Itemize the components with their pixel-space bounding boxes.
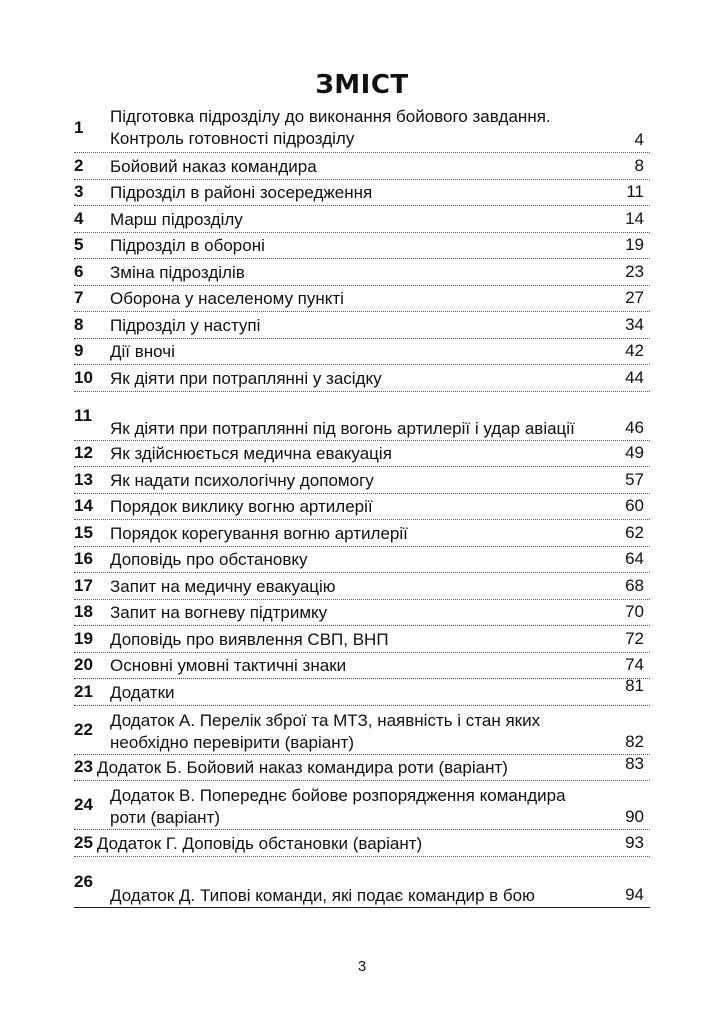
toc-entry	[74, 365, 650, 392]
toc-entry-page: 42	[625, 341, 644, 360]
toc-entry-number: 8	[74, 314, 84, 334]
toc-entry-page: 68	[625, 575, 644, 595]
toc-entry-page: 93	[625, 832, 644, 852]
toc-entry-title: Основні умовні тактичні знаки	[110, 656, 347, 676]
toc-entry-page: 83	[625, 754, 644, 773]
toc-entry-page: 60	[625, 496, 644, 515]
toc-entry-title: Підрозділ в районі зосередження	[110, 183, 373, 203]
toc-entry-page: 81	[625, 675, 644, 695]
toc-entry-number: 13	[74, 469, 93, 489]
toc-entry-number: 4	[74, 208, 84, 228]
toc-entry-title: Доповідь про виявлення СВП, ВНП	[110, 629, 389, 649]
toc-entry-title: Підрозділ у наступі	[110, 315, 261, 335]
toc-entry-page: 82	[625, 731, 644, 751]
toc-entry	[74, 467, 650, 494]
toc-entry-page: 90	[625, 807, 644, 826]
toc-entry-page: 74	[625, 655, 644, 674]
toc-entry-number: 24	[74, 795, 93, 814]
toc-entry-page: 11	[626, 182, 644, 201]
toc-entry	[74, 600, 650, 627]
toc-entry-page: 72	[625, 628, 644, 648]
toc-entry-page: 8	[634, 155, 644, 175]
toc-entry	[74, 494, 650, 521]
toc-entry-title: Запит на вогневу підтримку	[110, 603, 328, 623]
toc-entry-number: 16	[74, 549, 93, 569]
toc-entry	[74, 180, 650, 207]
toc-entry-number: 23	[74, 757, 93, 777]
toc-entry-title: Порядок корегування вогню артилерії	[110, 523, 408, 543]
toc-entry-number: 18	[74, 602, 93, 622]
toc-entry-number: 9	[74, 341, 84, 361]
toc-entry-number: 7	[74, 288, 84, 308]
toc-entry	[74, 104, 650, 153]
toc-entry-page: 49	[625, 443, 644, 462]
toc-entry	[74, 233, 650, 260]
toc-entry-number: 6	[74, 261, 84, 281]
toc-entry-number: 5	[74, 235, 84, 255]
toc-entry	[74, 153, 650, 180]
toc-entry-title: Зміна підрозділів	[110, 262, 245, 282]
toc-entry	[74, 441, 650, 468]
toc-entry-number: 12	[74, 443, 93, 463]
toc-entry	[74, 547, 650, 574]
toc-entry-page: 94	[625, 884, 644, 904]
toc-entry-title: Додаток Б. Бойовий наказ командира роти (варіант)	[96, 758, 508, 778]
toc-entry-page: 64	[625, 549, 644, 568]
toc-entry-page: 34	[625, 314, 644, 334]
toc-entry-page: 57	[625, 469, 644, 489]
toc-entry	[74, 626, 650, 653]
toc-entry-title: Дії вночі	[110, 342, 175, 362]
toc-entry	[74, 392, 650, 441]
toc-entry-page: 46	[625, 417, 644, 437]
toc-entry	[74, 259, 650, 286]
toc-entry-number: 10	[74, 367, 93, 387]
toc-entry-title: Підготовка підрозділу до виконання бойового завдання. Контроль готовності підрозділу	[110, 107, 551, 148]
toc-entry	[74, 675, 650, 706]
toc-entry-number: 15	[74, 522, 93, 542]
toc-entry-title: Бойовий наказ командира	[110, 156, 317, 176]
toc-entry-title: Доповідь про обстановку	[110, 550, 308, 570]
toc-entry-number: 17	[74, 575, 93, 595]
toc-entry-number: 20	[74, 655, 93, 675]
toc-entry	[74, 755, 650, 782]
toc-entry-page: 44	[625, 367, 644, 387]
toc-entry	[74, 286, 650, 313]
toc-entry-page: 19	[625, 235, 644, 254]
toc-entry-title: Додаток Г. Доповідь обстановки (варіант)	[96, 833, 423, 853]
page-title: ЗМІСТ	[315, 70, 409, 100]
toc-entry-title: Додаток А. Перелік зброї та МТЗ, наявність і стан яких необхідно перевірити (варіант)	[110, 710, 541, 752]
toc-entry	[74, 830, 650, 857]
table-of-contents	[74, 104, 650, 908]
toc-entry-title: Марш підрозділу	[110, 209, 243, 229]
toc-entry-page: 62	[625, 522, 644, 542]
toc-entry-title: Як надати психологічну допомогу	[110, 470, 374, 490]
toc-entry-title: Додатки	[110, 682, 175, 702]
toc-entry-page: 70	[625, 602, 644, 621]
toc-entry	[74, 857, 650, 908]
toc-entry-number: 11	[74, 405, 92, 425]
toc-entry-number: 3	[74, 182, 84, 202]
toc-entry-page: 14	[625, 208, 644, 228]
toc-entry-page: 23	[625, 261, 644, 281]
toc-entry-title: Як здійснюється медична евакуація	[110, 444, 392, 464]
toc-entry-page: 27	[625, 288, 644, 307]
toc-entry-title: Як діяти при потраплянні під вогонь артилерії і удар авіації	[110, 418, 575, 438]
toc-entry-title: Додаток В. Попереднє бойове розпорядження командира роти (варіант)	[110, 786, 566, 827]
toc-entry	[74, 206, 650, 233]
toc-entry-number: 19	[74, 628, 93, 648]
toc-entry-number: 2	[74, 155, 84, 175]
toc-entry-title: Підрозділ в обороні	[110, 236, 265, 256]
toc-entry	[74, 573, 650, 600]
toc-entry	[74, 339, 650, 366]
toc-entry-number: 26	[74, 871, 93, 891]
toc-entry	[74, 781, 650, 830]
toc-entry-title: Додаток Д. Типові команди, які подає командир в бою	[110, 885, 535, 905]
toc-entry	[74, 312, 650, 339]
toc-entry	[74, 706, 650, 755]
toc-entry	[74, 520, 650, 547]
toc-entry-page: 4	[634, 130, 644, 149]
toc-entry-number: 25	[74, 832, 93, 852]
toc-entry-title: Порядок виклику вогню артилерії	[110, 497, 373, 517]
toc-entry-title: Оборона у населеному пункті	[110, 289, 344, 309]
toc-entry	[74, 653, 650, 680]
toc-entry-number: 22	[74, 719, 93, 739]
toc-entry-title: Як діяти при потраплянні у засідку	[110, 368, 382, 388]
toc-entry-number: 21	[74, 681, 93, 701]
toc-entry-number: 1	[74, 118, 84, 137]
toc-entry-title: Запит на медичну евакуацію	[110, 576, 336, 596]
toc-entry-number: 14	[74, 496, 93, 516]
page-number: 3	[357, 958, 367, 975]
